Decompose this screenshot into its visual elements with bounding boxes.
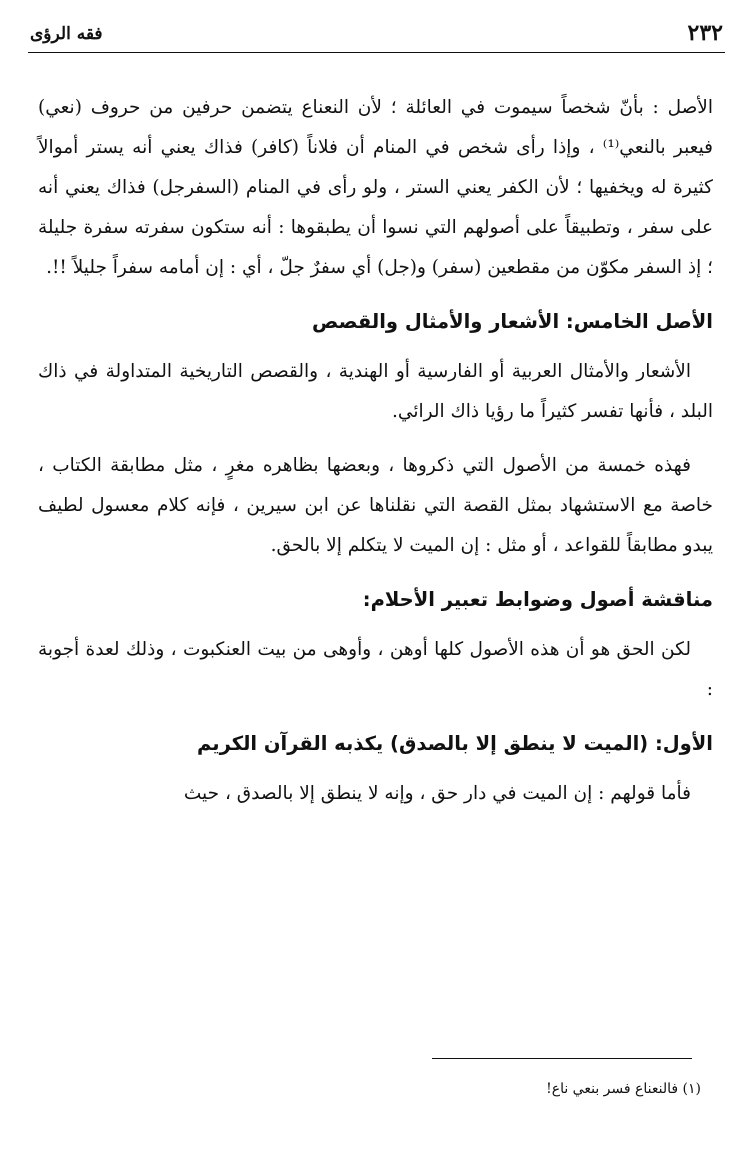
section-heading-first-answer: الأول: (الميت لا ينطق إلا بالصدق) يكذبه القرآن الكريم <box>197 732 713 755</box>
page-number: ٢٣٢ <box>687 20 723 46</box>
running-head: فقه الرؤى <box>30 24 103 44</box>
header-rule <box>28 52 725 53</box>
paragraph-4: لكن الحق هو أن هذه الأصول كلها أوهن ، وأوهى من بيت العنكبوت ، وذلك لعدة أجوبة : <box>38 639 713 700</box>
page-header <box>28 20 725 52</box>
section-heading-discussion: مناقشة أصول وضوابط تعبير الأحلام: <box>362 588 713 611</box>
paragraph-3: فهذه خمسة من الأصول التي ذكروها ، وبعضها بظاهره مغرٍ ، مثل مطابقة الكتاب ، خاصة مع الاستشهاد بمثل القصة التي نقلناها عن ابن سيرين ، فإنه كلام معسول لطيف يبدو مطابقاً للقواعد ، أو مثل : إن الميت لا يتكلم إلا بالحق. <box>38 455 713 556</box>
footnote: (١) فالنعناع فسر بنعي ناع! <box>546 1081 701 1097</box>
paragraph-5: فأما قولهم : إن الميت في دار حق ، وإنه لا ينطق إلا بالصدق ، حيث <box>183 783 691 804</box>
footnote-rule <box>432 1058 692 1059</box>
section-heading-fifth-principle: الأصل الخامس: الأشعار والأمثال والقصص <box>312 310 713 333</box>
paragraph-2: الأشعار والأمثال العربية أو الفارسية أو الهندية ، والقصص التاريخية المتداولة في ذاك البلد ، فأنها تفسر كثيراً ما رؤيا ذاك الرائي. <box>38 361 713 422</box>
paragraph-1: الأصل : بأنّ شخصاً سيموت في العائلة ؛ لأن النعناع يتضمن حرفين من حروف (نعي) فيعبر بالنعي⁽¹⁾ ، وإذا رأى شخص في المنام أن فلاناً (كافر) فذاك يعني أنه يستر أموالاً كثيرة له ويخفيها ؛ لأن الكفر يعني الستر ، ولو رأى في المنام (السفرجل) فذاك يعني أنه على سفر ، وتطبيقاً على أصولهم التي نسوا أن يطبقوها : أنه ستكون سفرته سفرة جليلة ؛ إذ السفر مكوّن من مقطعين (سفر) و(جل) أي سفرٌ جلّ ، أي : إن أمامه سفراً جليلاً !!. <box>38 97 713 278</box>
page-body <box>38 88 713 828</box>
